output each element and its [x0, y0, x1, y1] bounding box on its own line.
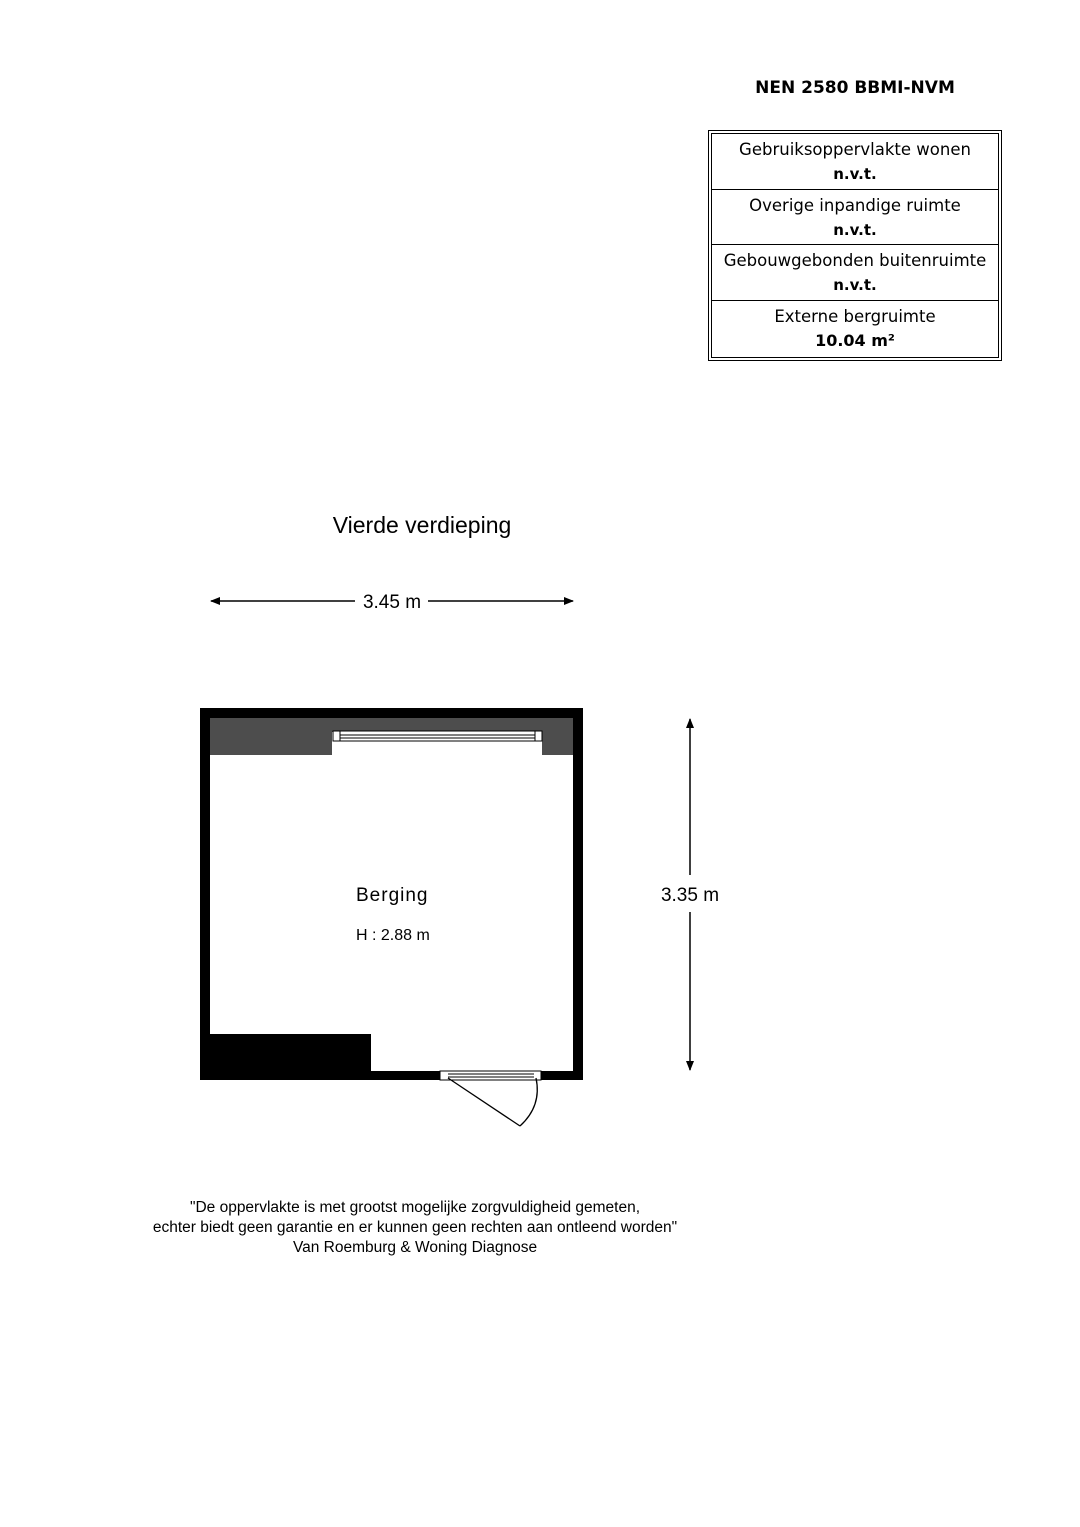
- window-jamb: [535, 731, 542, 741]
- room-name: Berging: [356, 885, 429, 906]
- floor-title: Vierde verdieping: [332, 512, 512, 538]
- depth-label: 3.35 m: [660, 885, 720, 906]
- standard-title: NEN 2580 BBMI-NVM: [755, 78, 955, 98]
- area-value: 10.04 m²: [815, 331, 895, 351]
- width-label: 3.45 m: [362, 592, 422, 613]
- width-dimension: [211, 592, 573, 613]
- area-label: Overige inpandige ruimte: [749, 195, 961, 215]
- door-frame: [440, 1071, 541, 1080]
- disclaimer-credit: Van Roemburg & Woning Diagnose: [292, 1239, 538, 1256]
- room-height: H : 2.88 m: [356, 927, 430, 944]
- area-label: Gebruiksoppervlakte wonen: [739, 140, 971, 160]
- wall-block: [210, 1034, 371, 1071]
- door: [440, 1071, 541, 1126]
- disclaimer: [100, 1198, 730, 1258]
- window-jamb: [333, 731, 340, 741]
- disclaimer-line: echter biedt geen garantie en er kunnen geen rechten aan ontleend worden": [152, 1219, 678, 1236]
- fixture-left: [210, 718, 332, 755]
- area-label: Externe bergruimte: [774, 307, 936, 327]
- area-value: n.v.t.: [833, 276, 877, 295]
- window-frame: [333, 731, 542, 741]
- depth-dimension: [661, 719, 719, 1070]
- disclaimer-line: "De oppervlakte is met grootst mogelijke zorgvuldigheid gemeten,: [189, 1199, 641, 1216]
- area-label: Gebouwgebonden buitenruimte: [723, 251, 987, 271]
- window: [333, 731, 542, 741]
- door-swing-arc: [520, 1078, 537, 1126]
- fixture-top-strip: [332, 718, 542, 732]
- area-value: n.v.t.: [833, 165, 877, 184]
- area-value: n.v.t.: [833, 220, 877, 239]
- door-leaf: [448, 1078, 520, 1126]
- fixture-right: [542, 718, 573, 755]
